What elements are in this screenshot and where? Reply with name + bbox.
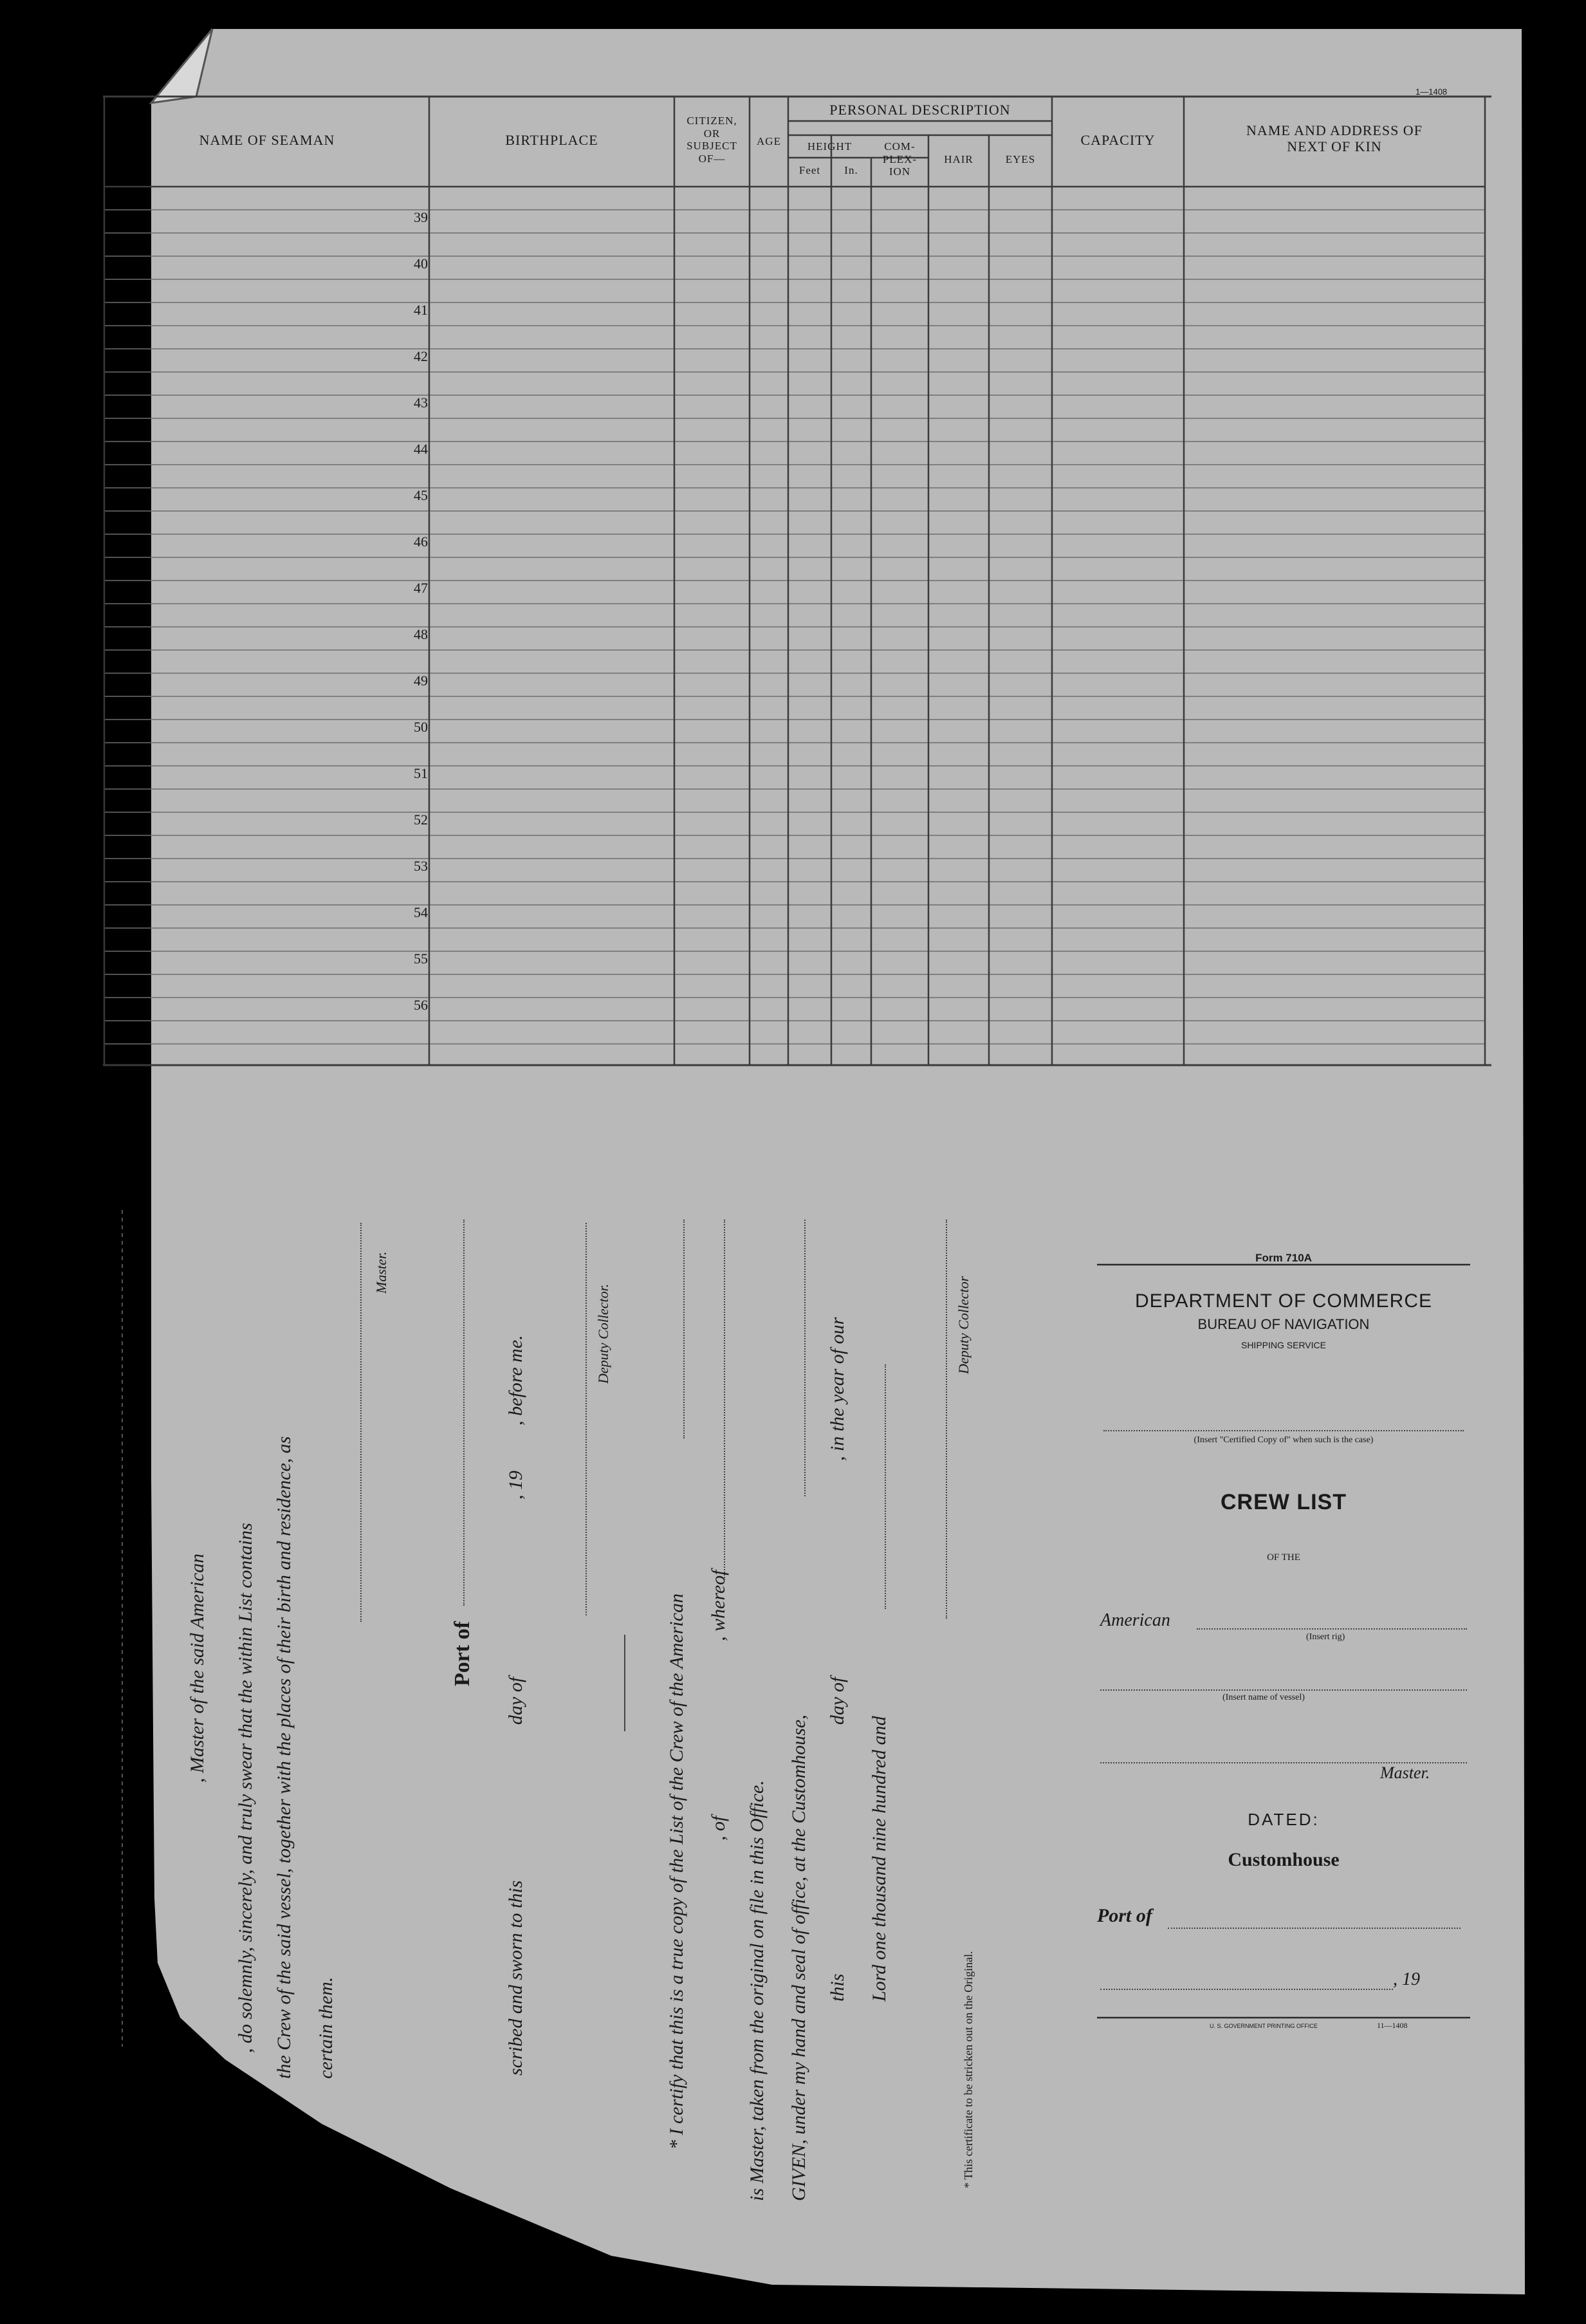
oath-deputy-line [586,1223,588,1615]
table-row-number: 40 [414,256,428,272]
oath-port-line [463,1220,466,1606]
header-next-of-kin-1: NAME AND ADDRESS OF [1246,122,1423,138]
table-row-number: 41 [414,302,428,318]
cover-rig-line [1197,1628,1467,1630]
oath-line-4: certain them. [315,1976,337,2079]
cover-form-number: Form 710A [1255,1252,1312,1264]
certificate-line-3: GIVEN, under my hand and seal of office, at the Customhouse, [788,1715,809,2201]
table-row-number: 56 [414,997,428,1013]
table-row-number: 52 [414,812,428,828]
oath-port-of: Port of [450,1621,474,1686]
table-row-number: 54 [414,904,428,920]
cover-certified-line [1103,1430,1464,1431]
header-next-of-kin-2: NEXT OF KIN [1287,138,1382,155]
oath-line-3: the Crew of the said vessel, together with the places of their birth and residence, as [273,1436,295,2079]
cover-master: Master. [1380,1763,1430,1782]
certificate-line-2: is Master, taken from the original on file in this Office. [746,1780,768,2201]
oath-day-of: day of [505,1677,526,1725]
table-row-number: 50 [414,719,428,735]
certificate-this: this [827,1973,848,2002]
header-next-of-kin [1184,122,1485,155]
certificate-whereof: , whereof [708,1570,729,1641]
form-code-top: 1—1408 [1415,87,1448,97]
cover-port-line [1168,1928,1461,1929]
cover-service: SHIPPING SERVICE [1240,1340,1326,1350]
cover-title: CREW LIST [1221,1490,1347,1514]
cover-nineteen: , 19 [1393,1969,1420,1989]
header-personal-description: PERSONAL DESCRIPTION [829,102,1011,118]
cover-insert-vessel: (Insert name of vessel) [1222,1693,1305,1702]
table-row-number: 44 [414,441,428,457]
oath-line-1: , Master of the said American [187,1553,208,1783]
cover-insert-certified: (Insert "Certified Copy of" when such is the case) [1194,1435,1374,1445]
certificate-day-of: day of [827,1677,848,1725]
oath-sworn: scribed and sworn to this [505,1880,526,2076]
certificate-footnote: * This certificate to be stricken out on the Original. [962,1951,975,2188]
oath-line-2: , do solemnly, sincerely, and truly swear that the within List contains [235,1523,256,2053]
table-row-number: 39 [414,209,428,225]
table-row-number: 43 [414,395,428,411]
oath-master-line [360,1223,363,1622]
table-row-number: 49 [414,673,428,689]
certificate-customhouse-line [804,1220,807,1496]
cover-bureau: BUREAU OF NAVIGATION [1197,1316,1370,1332]
cover-american: American [1100,1610,1170,1630]
oath-nineteen: , 19 [505,1471,526,1500]
table-row-number: 55 [414,951,428,967]
certificate-whereof-line [724,1220,726,1580]
cover-dated: DATED: [1248,1810,1320,1829]
cover-customhouse: Customhouse [1228,1849,1340,1870]
header-feet: Feet [798,164,821,176]
header-capacity: CAPACITY [1080,132,1156,148]
oath-master-label: Master. [373,1251,389,1294]
header-hair: HAIR [944,153,973,165]
header-height: HEIGHT [807,140,853,153]
certificate-deputy-collector: Deputy Collector [955,1276,972,1374]
certificate-vessel-line [683,1220,686,1438]
table-row-number: 48 [414,626,428,642]
certificate-year-line [885,1364,887,1609]
cover-port-of: Port of [1097,1905,1152,1926]
header-inches: In. [844,164,858,176]
header-citizen-2: OR [703,127,721,140]
header-citizen-1: CITIZEN, [687,115,737,127]
certificate-line-1: * I certify that this is a true copy of the List of the Crew of the American [666,1593,687,2150]
table-row-number: 51 [414,765,428,781]
certificate-of: , of [708,1816,729,1841]
oath-deputy-collector: Deputy Collector. [595,1283,611,1384]
cover-insert-rig: (Insert rig) [1306,1632,1345,1642]
table-row-number: 46 [414,534,428,550]
cover-department: DEPARTMENT OF COMMERCE [1134,1290,1433,1312]
cover-of-the: OF THE [1267,1552,1300,1563]
header-citizen-4: OF— [698,152,726,165]
header-name-of-seaman: NAME OF SEAMAN [199,132,335,148]
table-row-number: 45 [414,487,428,503]
header-complexion [871,140,928,178]
certificate-in-the-year: , in the year of our [827,1317,848,1461]
table-row-number: 42 [414,348,428,364]
header-complexion-1: COM- [884,140,916,153]
certificate-line-4: Lord one thousand nine hundred and [869,1716,890,2002]
cover-vessel-line [1100,1689,1467,1691]
cover-printer: U. S. GOVERNMENT PRINTING OFFICE [1210,2023,1318,2029]
header-complexion-3: ION [889,165,911,178]
paper-sheet [151,29,1525,2294]
header-age: AGE [757,135,781,147]
header-eyes: EYES [1005,153,1036,165]
oath-divider [624,1635,625,1731]
header-complexion-2: PLEX- [882,153,917,165]
oath-before-me: , before me. [505,1335,526,1426]
table-row-number: 53 [414,858,428,874]
certificate-deputy-line [946,1220,948,1619]
table-row-number: 47 [414,580,428,596]
cover-date-line [1100,1989,1393,1990]
header-citizen-3: SUBJECT [687,140,737,153]
header-birthplace: BIRTHPLACE [505,132,598,148]
cover-printer-code: 11—1408 [1377,2021,1408,2030]
header-citizen [676,115,748,165]
